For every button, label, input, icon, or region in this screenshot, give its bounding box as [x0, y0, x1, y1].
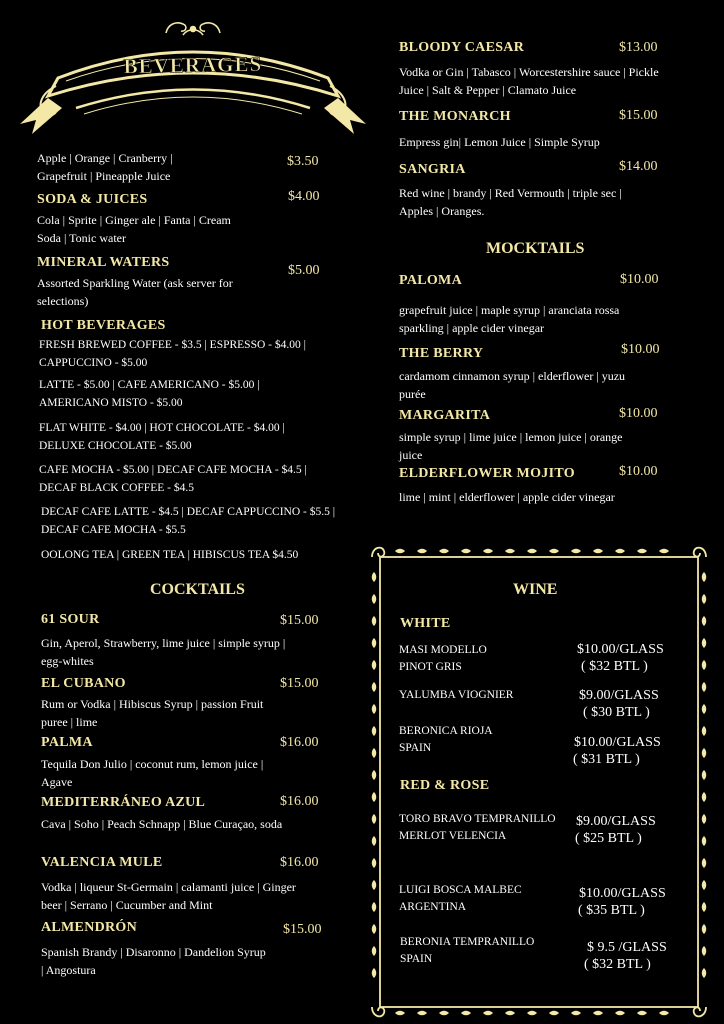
- hot-line: CAFE MOCHA - $5.00 | DECAF CAFE MOCHA - $4.5 | DECAF BLACK COFFEE - $4.5: [39, 464, 307, 494]
- leaf-ornament-icon: [372, 792, 377, 802]
- leaf-ornament-icon: [702, 748, 707, 758]
- mineral-waters-desc: Assorted Sparkling Water (ask server for selections): [37, 276, 233, 308]
- soda-juices-price: $4.00: [288, 189, 320, 204]
- leaf-ornament-icon: [593, 549, 603, 554]
- wine-glass-price: $9.00/GLASS: [576, 814, 656, 829]
- leaf-ornament-icon: [372, 682, 377, 692]
- wine-glass-price: $10.00/GLASS: [579, 886, 666, 901]
- right-cocktail-name: THE MONARCH: [399, 109, 511, 124]
- right-cocktail-desc: Red wine | brandy | Red Vermouth | triple sec | Apples | Oranges.: [399, 186, 622, 218]
- leaf-ornament-icon: [505, 1011, 515, 1016]
- cocktail-name: ALMENDRÓN: [41, 920, 138, 935]
- cocktails-title: COCKTAILS: [150, 581, 245, 598]
- cocktail-desc: Spanish Brandy | Disaronno | Dandelion Syrup | Angostura: [41, 945, 266, 977]
- mocktail-name: THE BERRY: [399, 346, 484, 361]
- mocktail-desc: lime | mint | elderflower | apple cider vinegar: [399, 490, 615, 504]
- mocktails-title: MOCKTAILS: [486, 240, 585, 257]
- leaf-ornament-icon: [571, 549, 581, 554]
- leaf-ornament-icon: [702, 726, 707, 736]
- leaf-ornament-icon: [702, 924, 707, 934]
- leaf-ornament-icon: [483, 1011, 493, 1016]
- leaf-ornament-icon: [505, 549, 515, 554]
- leaf-ornament-icon: [527, 1011, 537, 1016]
- leaf-ornament-icon: [483, 549, 493, 554]
- leaf-ornament-icon: [702, 594, 707, 604]
- cocktail-name: MEDITERRÁNEO AZUL: [41, 795, 206, 810]
- cocktail-name: VALENCIA MULE: [41, 855, 163, 870]
- mocktail-price: $10.00: [620, 272, 659, 287]
- leaf-ornament-icon: [372, 748, 377, 758]
- cocktail-desc: Gin, Aperol, Strawberry, lime juice | simple syrup | egg-whites: [41, 636, 286, 668]
- soda-juices-desc: Cola | Sprite | Ginger ale | Fanta | Cream Soda | Tonic water: [37, 213, 231, 245]
- mocktail-price: $10.00: [619, 464, 658, 479]
- right-cocktail-price: $13.00: [619, 40, 658, 55]
- leaf-ornament-icon: [461, 1011, 471, 1016]
- leaf-ornament-icon: [372, 660, 377, 670]
- mocktail-name: PALOMA: [399, 273, 462, 288]
- leaf-ornament-icon: [372, 902, 377, 912]
- mocktail-name: ELDERFLOWER MOJITO: [399, 466, 575, 481]
- hot-line: FLAT WHITE - $4.00 | HOT CHOCOLATE - $4.00 | DELUXE CHOCOLATE - $5.00: [39, 422, 285, 452]
- leaf-ornament-icon: [372, 858, 377, 868]
- mocktail-price: $10.00: [619, 406, 658, 421]
- leaf-ornament-icon: [439, 549, 449, 554]
- leaf-ornament-icon: [593, 1011, 603, 1016]
- leaf-ornament-icon: [702, 946, 707, 956]
- mocktail-desc: cardamom cinnamon syrup | elderflower | yuzu purée: [399, 369, 626, 401]
- hot-line: OOLONG TEA | GREEN TEA | HIBISCUS TEA $4.50: [41, 549, 299, 561]
- white-wine-title: WHITE: [400, 616, 451, 631]
- leaf-ornament-icon: [372, 836, 377, 846]
- leaf-ornament-icon: [702, 572, 707, 582]
- leaf-ornament-icon: [702, 836, 707, 846]
- leaf-ornament-icon: [702, 814, 707, 824]
- hot-line: DECAF CAFE LATTE - $4.5 | DECAF CAPPUCCINO - $5.5 | DECAF CAFE MOCHA - $5.5: [41, 506, 336, 536]
- hot-beverages-title: HOT BEVERAGES: [41, 318, 166, 333]
- right-cocktail-name: SANGRIA: [399, 162, 466, 177]
- cocktail-desc: Vodka | liqueur St-Germain | calamanti juice | Ginger beer | Serrano | Cucumber and Mint: [41, 880, 296, 912]
- leaf-ornament-icon: [549, 1011, 559, 1016]
- leaf-ornament-icon: [702, 616, 707, 626]
- leaf-ornament-icon: [549, 549, 559, 554]
- leaf-ornament-icon: [372, 770, 377, 780]
- leaf-ornament-icon: [372, 572, 377, 582]
- leaf-ornament-icon: [372, 704, 377, 714]
- leaf-ornament-icon: [702, 682, 707, 692]
- mineral-waters-price: $5.00: [288, 263, 320, 278]
- leaf-ornament-icon: [395, 549, 405, 554]
- leaf-ornament-icon: [372, 946, 377, 956]
- soda-juices-title: SODA & JUICES: [37, 192, 148, 207]
- juice-price: $3.50: [287, 154, 319, 169]
- cocktail-name: EL CUBANO: [41, 676, 126, 691]
- leaf-ornament-icon: [702, 770, 707, 780]
- leaf-ornament-icon: [702, 968, 707, 978]
- leaf-ornament-icon: [702, 704, 707, 714]
- leaf-ornament-icon: [372, 880, 377, 890]
- wine-glass-price: $9.00/GLASS: [579, 688, 659, 703]
- leaf-ornament-icon: [659, 549, 669, 554]
- leaf-ornament-icon: [372, 968, 377, 978]
- wine-name: BERONICA RIOJA SPAIN: [399, 725, 492, 754]
- mocktail-name: MARGARITA: [399, 408, 491, 423]
- right-cocktail-desc: Empress gin| Lemon Juice | Simple Syrup: [399, 135, 600, 149]
- cocktail-desc: Tequila Don Julio | coconut rum, lemon juice | Agave: [41, 757, 264, 789]
- mineral-waters-title: MINERAL WATERS: [37, 255, 170, 270]
- mocktail-price: $10.00: [621, 342, 660, 357]
- leaf-ornament-icon: [417, 1011, 427, 1016]
- cocktail-price: $16.00: [280, 855, 319, 870]
- wine-glass-price: $10.00/GLASS: [574, 735, 661, 750]
- leaf-ornament-icon: [439, 1011, 449, 1016]
- wine-bottle-price: ( $25 BTL ): [575, 831, 642, 846]
- leaf-ornament-icon: [372, 924, 377, 934]
- juice-desc: Apple | Orange | Cranberry | Grapefruit | Pineapple Juice: [37, 151, 173, 183]
- leaf-ornament-icon: [702, 880, 707, 890]
- leaf-ornament-icon: [659, 1011, 669, 1016]
- hot-line: FRESH BREWED COFFEE - $3.5 | ESPRESSO - $4.00 | CAPPUCCINO - $5.00: [39, 339, 306, 369]
- leaf-ornament-icon: [637, 1011, 647, 1016]
- cocktail-name: PALMA: [41, 735, 93, 750]
- mocktail-desc: simple syrup | lime juice | lemon juice | orange juice: [399, 430, 623, 462]
- leaf-ornament-icon: [702, 792, 707, 802]
- leaf-ornament-icon: [372, 726, 377, 736]
- mocktail-desc: grapefruit juice | maple syrup | aranciata rossa sparkling | apple cider vinegar: [399, 303, 620, 335]
- leaf-ornament-icon: [372, 616, 377, 626]
- cocktail-price: $15.00: [280, 676, 319, 691]
- hot-line: LATTE - $5.00 | CAFE AMERICANO - $5.00 | AMERICANO MISTO - $5.00: [39, 379, 260, 409]
- cocktail-price: $15.00: [280, 613, 319, 628]
- wine-bottle-price: ( $32 BTL ): [584, 957, 651, 972]
- cocktail-name: 61 SOUR: [41, 612, 100, 627]
- leaf-ornament-icon: [372, 638, 377, 648]
- wine-name: LUIGI BOSCA MALBEC ARGENTINA: [399, 884, 522, 913]
- right-cocktail-desc: Vodka or Gin | Tabasco | Worcestershire sauce | Pickle Juice | Salt & Pepper | Clamato Juice: [399, 65, 659, 97]
- wine-bottle-price: ( $31 BTL ): [573, 752, 640, 767]
- wine-title: WINE: [513, 581, 558, 598]
- cocktail-desc: Rum or Vodka | Hibiscus Syrup | passion Fruit puree | lime: [41, 697, 264, 729]
- wine-glass-price: $ 9.5 /GLASS: [587, 940, 667, 955]
- cocktail-desc: Cava | Soho | Peach Schnapp | Blue Curaçao, soda: [41, 817, 283, 831]
- wine-bottle-price: ( $30 BTL ): [583, 705, 650, 720]
- cocktail-price: $15.00: [283, 922, 322, 937]
- cocktail-price: $16.00: [280, 794, 319, 809]
- leaf-ornament-icon: [637, 549, 647, 554]
- leaf-ornament-icon: [702, 638, 707, 648]
- leaf-ornament-icon: [702, 858, 707, 868]
- beverages-banner: [18, 16, 368, 134]
- red-rose-title: RED & ROSE: [400, 778, 490, 793]
- leaf-ornament-icon: [615, 1011, 625, 1016]
- leaf-ornament-icon: [372, 814, 377, 824]
- wine-name: MASI MODELLO PINOT GRIS: [399, 644, 487, 673]
- leaf-ornament-icon: [395, 1011, 405, 1016]
- banner-title: BEVERAGES: [123, 51, 263, 79]
- leaf-ornament-icon: [702, 902, 707, 912]
- right-cocktail-price: $15.00: [619, 108, 658, 123]
- right-cocktail-name: BLOODY CAESAR: [399, 40, 525, 55]
- leaf-ornament-icon: [372, 594, 377, 604]
- leaf-ornament-icon: [461, 549, 471, 554]
- wine-bottle-price: ( $32 BTL ): [581, 659, 648, 674]
- leaf-ornament-icon: [615, 549, 625, 554]
- leaf-ornament-icon: [527, 549, 537, 554]
- leaf-ornament-icon: [417, 549, 427, 554]
- wine-glass-price: $10.00/GLASS: [577, 642, 664, 657]
- right-cocktail-price: $14.00: [619, 159, 658, 174]
- wine-name: YALUMBA VIOGNIER: [399, 689, 514, 701]
- wine-name: TORO BRAVO TEMPRANILLO MERLOT VELENCIA: [399, 813, 556, 842]
- leaf-ornament-icon: [702, 660, 707, 670]
- wine-bottle-price: ( $35 BTL ): [578, 903, 645, 918]
- cocktail-price: $16.00: [280, 735, 319, 750]
- wine-name: BERONIA TEMPRANILLO SPAIN: [400, 936, 535, 965]
- leaf-ornament-icon: [571, 1011, 581, 1016]
